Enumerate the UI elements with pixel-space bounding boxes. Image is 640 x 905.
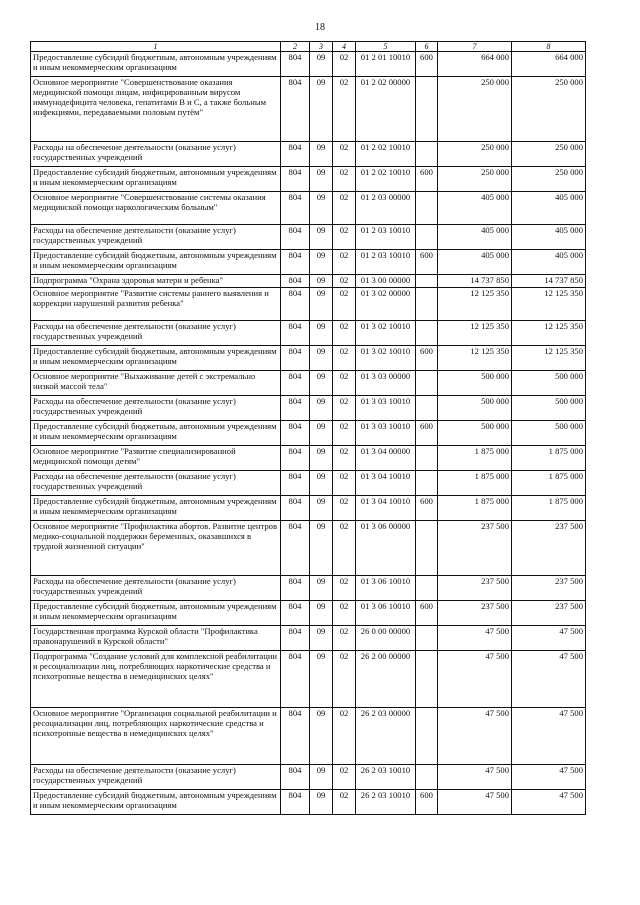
cell-subsection: 02 (333, 521, 356, 576)
cell-amount-1: 12 125 350 (438, 346, 512, 371)
cell-amount-2: 250 000 (512, 142, 586, 167)
cell-expense-type (416, 446, 438, 471)
cell-section: 09 (310, 421, 333, 446)
cell-section: 09 (310, 446, 333, 471)
cell-target-article: 01 2 02 00000 (356, 77, 416, 142)
cell-amount-2: 47 500 (512, 708, 586, 765)
cell-amount-1: 47 500 (438, 708, 512, 765)
cell-ministry: 804 (281, 651, 310, 708)
cell-amount-1: 47 500 (438, 790, 512, 815)
cell-amount-1: 405 000 (438, 192, 512, 225)
cell-expense-type: 600 (416, 167, 438, 192)
cell-amount-2: 250 000 (512, 77, 586, 142)
cell-ministry: 804 (281, 77, 310, 142)
cell-amount-1: 1 875 000 (438, 471, 512, 496)
cell-section: 09 (310, 521, 333, 576)
cell-amount-1: 12 125 350 (438, 288, 512, 321)
cell-expense-type (416, 275, 438, 288)
cell-expense-type (416, 321, 438, 346)
cell-amount-1: 500 000 (438, 396, 512, 421)
cell-section: 09 (310, 192, 333, 225)
cell-ministry: 804 (281, 471, 310, 496)
cell-subsection: 02 (333, 790, 356, 815)
cell-target-article: 01 3 03 00000 (356, 371, 416, 396)
cell-ministry: 804 (281, 396, 310, 421)
cell-expense-type (416, 396, 438, 421)
table-row (31, 288, 586, 321)
cell-subsection: 02 (333, 371, 356, 396)
cell-target-article: 01 2 03 00000 (356, 192, 416, 225)
table-row (31, 396, 586, 421)
row-name: Предоставление субсидий бюджетным, автономным учреждениям и иным некоммерческим организациям (31, 790, 281, 815)
cell-ministry: 804 (281, 250, 310, 275)
cell-target-article: 01 3 04 00000 (356, 446, 416, 471)
cell-amount-1: 664 000 (438, 52, 512, 77)
row-name: Расходы на обеспечение деятельности (оказание услуг) государственных учреждений (31, 765, 281, 790)
cell-target-article: 01 2 03 10010 (356, 225, 416, 250)
cell-ministry: 804 (281, 626, 310, 651)
row-name: Предоставление субсидий бюджетным, автономным учреждениям и иным некоммерческим организациям (31, 167, 281, 192)
cell-amount-1: 14 737 850 (438, 275, 512, 288)
cell-section: 09 (310, 167, 333, 192)
cell-subsection: 02 (333, 225, 356, 250)
cell-amount-2: 12 125 350 (512, 288, 586, 321)
cell-amount-2: 47 500 (512, 790, 586, 815)
cell-ministry: 804 (281, 421, 310, 446)
cell-ministry: 804 (281, 576, 310, 601)
cell-target-article: 01 3 03 10010 (356, 421, 416, 446)
budget-table (30, 41, 586, 815)
cell-amount-1: 237 500 (438, 576, 512, 601)
cell-section: 09 (310, 288, 333, 321)
cell-subsection: 02 (333, 471, 356, 496)
cell-ministry: 804 (281, 192, 310, 225)
table-row (31, 346, 586, 371)
row-name: Расходы на обеспечение деятельности (оказание услуг) государственных учреждений (31, 396, 281, 421)
cell-target-article: 26 2 03 10010 (356, 765, 416, 790)
table-row (31, 250, 586, 275)
cell-section: 09 (310, 765, 333, 790)
row-name: Основное мероприятие "Совершенствование оказания медицинской помощи лицам, инфицированным вирусом иммунодефицита человека, гепатитами B и C, а также больным инфекциями, передаваемыми половым путём" (31, 77, 281, 142)
row-name: Расходы на обеспечение деятельности (оказание услуг) государственных учреждений (31, 321, 281, 346)
cell-ministry: 804 (281, 496, 310, 521)
cell-subsection: 02 (333, 346, 356, 371)
row-name: Основное мероприятие "Профилактика абортов. Развитие центров медико-социальной поддержки беременных, оказавшихся в трудной жизненной ситуации" (31, 521, 281, 576)
cell-subsection: 02 (333, 496, 356, 521)
table-row (31, 708, 586, 765)
cell-amount-1: 12 125 350 (438, 321, 512, 346)
cell-section: 09 (310, 371, 333, 396)
cell-ministry: 804 (281, 225, 310, 250)
cell-ministry: 804 (281, 167, 310, 192)
cell-expense-type (416, 471, 438, 496)
cell-subsection: 02 (333, 288, 356, 321)
cell-amount-1: 405 000 (438, 225, 512, 250)
cell-subsection: 02 (333, 396, 356, 421)
row-name: Расходы на обеспечение деятельности (оказание услуг) государственных учреждений (31, 142, 281, 167)
row-name: Предоставление субсидий бюджетным, автономным учреждениям и иным некоммерческим организациям (31, 601, 281, 626)
cell-amount-2: 237 500 (512, 521, 586, 576)
cell-target-article: 01 3 02 10010 (356, 321, 416, 346)
row-name: Подпрограмма "Охрана здоровья матери и ребенка" (31, 275, 281, 288)
row-name: Предоставление субсидий бюджетным, автономным учреждениям и иным некоммерческим организациям (31, 421, 281, 446)
cell-expense-type (416, 765, 438, 790)
cell-target-article: 01 2 01 10010 (356, 52, 416, 77)
table-row (31, 446, 586, 471)
table-row (31, 142, 586, 167)
cell-target-article: 01 3 06 10010 (356, 601, 416, 626)
cell-subsection: 02 (333, 421, 356, 446)
cell-target-article: 01 2 02 10010 (356, 142, 416, 167)
table-row (31, 167, 586, 192)
table-row (31, 471, 586, 496)
cell-amount-1: 47 500 (438, 651, 512, 708)
table-row (31, 192, 586, 225)
cell-target-article: 01 3 04 10010 (356, 471, 416, 496)
cell-subsection: 02 (333, 167, 356, 192)
cell-expense-type (416, 651, 438, 708)
column-number: 6 (416, 42, 438, 52)
cell-section: 09 (310, 790, 333, 815)
cell-amount-2: 250 000 (512, 167, 586, 192)
cell-ministry: 804 (281, 52, 310, 77)
cell-section: 09 (310, 142, 333, 167)
cell-subsection: 02 (333, 321, 356, 346)
cell-ministry: 804 (281, 446, 310, 471)
table-row (31, 77, 586, 142)
cell-amount-1: 250 000 (438, 77, 512, 142)
cell-section: 09 (310, 576, 333, 601)
table-row (31, 601, 586, 626)
cell-ministry: 804 (281, 708, 310, 765)
cell-ministry: 804 (281, 521, 310, 576)
cell-subsection: 02 (333, 250, 356, 275)
cell-ministry: 804 (281, 765, 310, 790)
cell-target-article: 01 2 02 10010 (356, 167, 416, 192)
row-name: Расходы на обеспечение деятельности (оказание услуг) государственных учреждений (31, 471, 281, 496)
cell-target-article: 01 3 00 00000 (356, 275, 416, 288)
cell-target-article: 01 3 03 10010 (356, 396, 416, 421)
cell-expense-type (416, 77, 438, 142)
column-number: 2 (281, 42, 310, 52)
cell-target-article: 01 2 03 10010 (356, 250, 416, 275)
cell-subsection: 02 (333, 708, 356, 765)
column-number: 5 (356, 42, 416, 52)
cell-amount-2: 237 500 (512, 601, 586, 626)
cell-ministry: 804 (281, 275, 310, 288)
cell-ministry: 804 (281, 142, 310, 167)
column-number: 3 (310, 42, 333, 52)
cell-subsection: 02 (333, 52, 356, 77)
cell-section: 09 (310, 708, 333, 765)
table-row (31, 576, 586, 601)
cell-expense-type: 600 (416, 250, 438, 275)
cell-section: 09 (310, 321, 333, 346)
table-row (31, 765, 586, 790)
cell-amount-2: 405 000 (512, 192, 586, 225)
cell-ministry: 804 (281, 321, 310, 346)
cell-subsection: 02 (333, 601, 356, 626)
cell-amount-2: 237 500 (512, 576, 586, 601)
row-name: Основное мероприятие "Совершенствование системы оказания медицинской помощи наркологическим больным" (31, 192, 281, 225)
cell-amount-1: 237 500 (438, 521, 512, 576)
cell-expense-type (416, 142, 438, 167)
cell-expense-type (416, 626, 438, 651)
cell-ministry: 804 (281, 288, 310, 321)
cell-amount-1: 1 875 000 (438, 496, 512, 521)
cell-expense-type (416, 225, 438, 250)
cell-amount-2: 12 125 350 (512, 321, 586, 346)
cell-expense-type: 600 (416, 601, 438, 626)
cell-target-article: 01 3 02 00000 (356, 288, 416, 321)
table-row (31, 275, 586, 288)
cell-amount-2: 1 875 000 (512, 471, 586, 496)
cell-section: 09 (310, 275, 333, 288)
row-name: Предоставление субсидий бюджетным, автономным учреждениям и иным некоммерческим организациям (31, 52, 281, 77)
cell-target-article: 26 2 03 10010 (356, 790, 416, 815)
cell-amount-2: 12 125 350 (512, 346, 586, 371)
cell-expense-type (416, 288, 438, 321)
cell-amount-2: 405 000 (512, 250, 586, 275)
cell-section: 09 (310, 601, 333, 626)
cell-amount-2: 664 000 (512, 52, 586, 77)
cell-amount-2: 500 000 (512, 396, 586, 421)
cell-amount-1: 47 500 (438, 626, 512, 651)
cell-target-article: 01 3 06 10010 (356, 576, 416, 601)
row-name: Основное мероприятие "Выхаживание детей с экстремально низкой массой тела" (31, 371, 281, 396)
page-number: 18 (315, 22, 325, 33)
cell-amount-1: 500 000 (438, 421, 512, 446)
cell-target-article: 26 2 03 00000 (356, 708, 416, 765)
table-row (31, 626, 586, 651)
cell-ministry: 804 (281, 346, 310, 371)
cell-expense-type: 600 (416, 421, 438, 446)
cell-amount-2: 47 500 (512, 765, 586, 790)
cell-section: 09 (310, 626, 333, 651)
table-row (31, 790, 586, 815)
table-row (31, 225, 586, 250)
table-row (31, 371, 586, 396)
row-name: Государственная программа Курской области "Профилактика правонарушений в Курской области" (31, 626, 281, 651)
cell-target-article: 26 2 00 00000 (356, 651, 416, 708)
cell-section: 09 (310, 651, 333, 708)
cell-section: 09 (310, 496, 333, 521)
cell-expense-type (416, 192, 438, 225)
row-name: Предоставление субсидий бюджетным, автономным учреждениям и иным некоммерческим организациям (31, 496, 281, 521)
cell-section: 09 (310, 77, 333, 142)
cell-subsection: 02 (333, 77, 356, 142)
cell-amount-2: 47 500 (512, 651, 586, 708)
cell-target-article: 01 3 02 10010 (356, 346, 416, 371)
column-number: 8 (512, 42, 586, 52)
row-name: Основное мероприятие "Организация социальной реабилитации и ресоциализации лиц, потребляющих наркотические средства и психотропные вещества в немедицинских целях" (31, 708, 281, 765)
cell-target-article: 01 3 06 00000 (356, 521, 416, 576)
cell-expense-type (416, 521, 438, 576)
table-row (31, 421, 586, 446)
table-row (31, 521, 586, 576)
cell-expense-type: 600 (416, 346, 438, 371)
cell-section: 09 (310, 396, 333, 421)
cell-amount-1: 250 000 (438, 167, 512, 192)
cell-subsection: 02 (333, 275, 356, 288)
cell-section: 09 (310, 346, 333, 371)
row-name: Подпрограмма "Создание условий для комплексной реабилитации и ресоциализации лиц, потребляющих наркотические средства и психотропные вещества в немедицинских целях" (31, 651, 281, 708)
cell-subsection: 02 (333, 765, 356, 790)
column-number: 4 (333, 42, 356, 52)
table-row (31, 321, 586, 346)
cell-target-article: 26 0 00 00000 (356, 626, 416, 651)
cell-subsection: 02 (333, 651, 356, 708)
cell-subsection: 02 (333, 446, 356, 471)
row-name: Предоставление субсидий бюджетным, автономным учреждениям и иным некоммерческим организациям (31, 346, 281, 371)
cell-amount-2: 500 000 (512, 421, 586, 446)
cell-amount-1: 500 000 (438, 371, 512, 396)
cell-amount-1: 47 500 (438, 765, 512, 790)
column-number-row (31, 42, 586, 52)
cell-section: 09 (310, 225, 333, 250)
cell-subsection: 02 (333, 576, 356, 601)
cell-ministry: 804 (281, 601, 310, 626)
cell-expense-type (416, 708, 438, 765)
cell-expense-type: 600 (416, 790, 438, 815)
cell-section: 09 (310, 471, 333, 496)
row-name: Предоставление субсидий бюджетным, автономным учреждениям и иным некоммерческим организациям (31, 250, 281, 275)
cell-amount-2: 47 500 (512, 626, 586, 651)
cell-amount-2: 405 000 (512, 225, 586, 250)
table-row (31, 496, 586, 521)
cell-ministry: 804 (281, 790, 310, 815)
cell-ministry: 804 (281, 371, 310, 396)
cell-subsection: 02 (333, 142, 356, 167)
column-number: 7 (438, 42, 512, 52)
row-name: Расходы на обеспечение деятельности (оказание услуг) государственных учреждений (31, 576, 281, 601)
cell-expense-type (416, 576, 438, 601)
row-name: Основное мероприятие "Развитие специализированной медицинской помощи детям" (31, 446, 281, 471)
cell-section: 09 (310, 250, 333, 275)
row-name: Основное мероприятие "Развитие системы раннего выявления и коррекции нарушений развития ребенка" (31, 288, 281, 321)
cell-target-article: 01 3 04 10010 (356, 496, 416, 521)
column-number: 1 (31, 42, 281, 52)
row-name: Расходы на обеспечение деятельности (оказание услуг) государственных учреждений (31, 225, 281, 250)
table-row (31, 651, 586, 708)
cell-amount-2: 14 737 850 (512, 275, 586, 288)
cell-amount-2: 1 875 000 (512, 446, 586, 471)
cell-amount-1: 405 000 (438, 250, 512, 275)
cell-expense-type: 600 (416, 496, 438, 521)
table-row (31, 52, 586, 77)
cell-amount-2: 1 875 000 (512, 496, 586, 521)
cell-section: 09 (310, 52, 333, 77)
cell-expense-type: 600 (416, 52, 438, 77)
cell-subsection: 02 (333, 192, 356, 225)
cell-subsection: 02 (333, 626, 356, 651)
cell-amount-2: 500 000 (512, 371, 586, 396)
cell-expense-type (416, 371, 438, 396)
cell-amount-1: 237 500 (438, 601, 512, 626)
cell-amount-1: 1 875 000 (438, 446, 512, 471)
cell-amount-1: 250 000 (438, 142, 512, 167)
